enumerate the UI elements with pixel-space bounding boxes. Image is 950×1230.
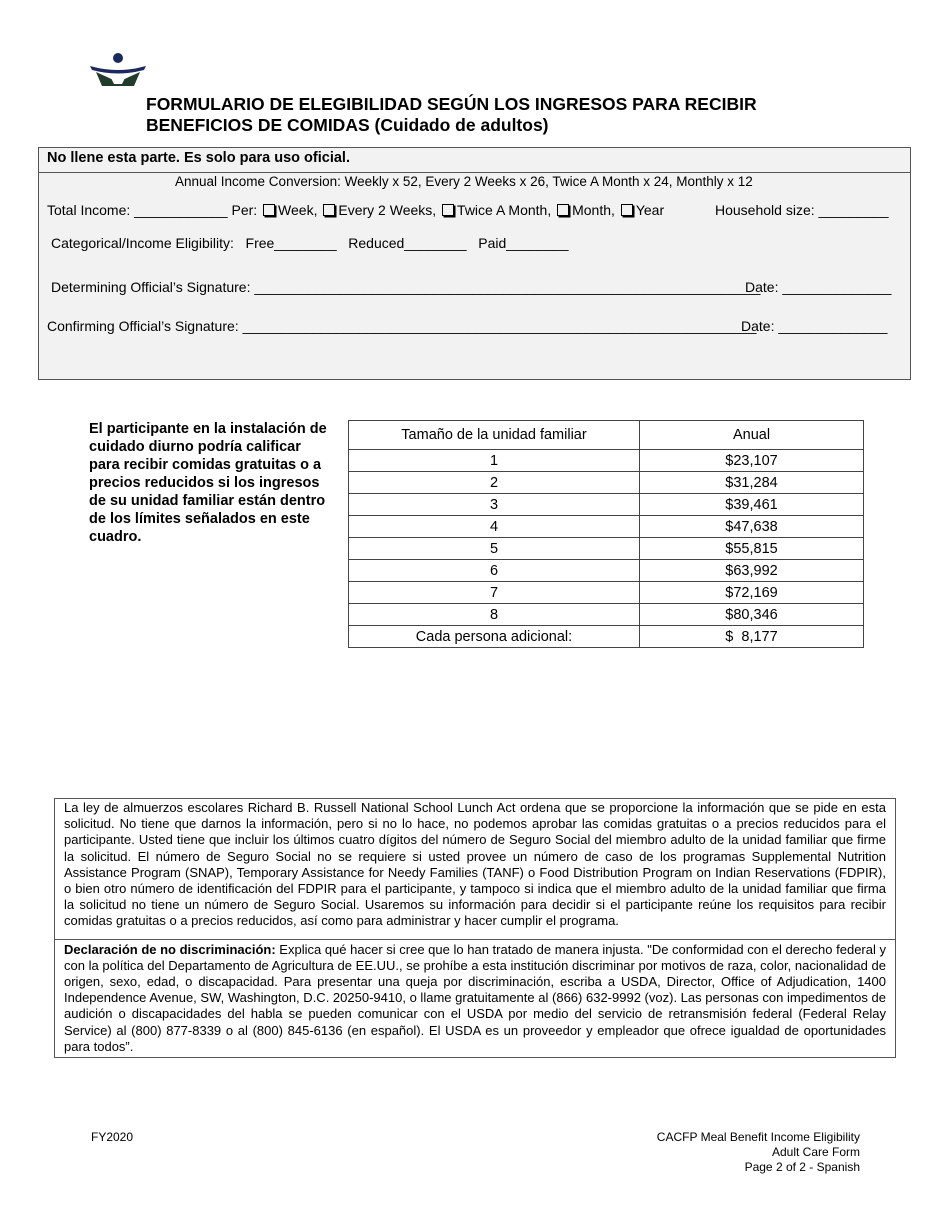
official-use-box — [38, 147, 911, 380]
footer-line-1: CACFP Meal Benefit Income Eligibility — [656, 1130, 860, 1144]
additional-person-amount-cell: $ 8,177 — [640, 626, 864, 648]
per-year-label: Year — [635, 202, 665, 218]
eligibility-line: Categorical/Income Eligibility: Free________ Reduced________ Paid________ — [51, 235, 569, 251]
table-row — [349, 604, 864, 626]
footer-form-info — [657, 1130, 860, 1175]
annual-income-cell: $47,638 — [640, 516, 864, 538]
per-twice-month-label: Twice A Month, — [457, 202, 552, 218]
confirming-date-field[interactable]: Date: ______________ — [741, 318, 888, 334]
confirming-signature-line[interactable]: Confirming Official’s Signature: __________________________________________________________________ — [47, 318, 757, 334]
household-size-cell: 5 — [349, 538, 640, 560]
annual-income-cell: $31,284 — [640, 472, 864, 494]
table-row — [349, 626, 864, 648]
table-row — [349, 582, 864, 604]
nondiscrimination-statement — [55, 940, 895, 1057]
table-row — [349, 450, 864, 472]
table-row — [349, 538, 864, 560]
annual-income-cell: $39,461 — [640, 494, 864, 516]
household-size-cell: 6 — [349, 560, 640, 582]
determining-signature-line[interactable]: Determining Official’s Signature: _________________________________________________________________ — [51, 279, 761, 295]
determining-date-field[interactable]: Date: ______________ — [745, 279, 892, 295]
official-use-header: No llene esta parte. Es solo para uso oficial. — [39, 148, 910, 173]
annual-income-cell: $80,346 — [640, 604, 864, 626]
footer-page-number: Page 2 of 2 - Spanish — [744, 1160, 860, 1174]
table-row — [349, 472, 864, 494]
income-eligibility-table — [348, 420, 864, 648]
total-income-label: Total Income: ____________ Per: — [47, 202, 258, 218]
household-size-cell: 4 — [349, 516, 640, 538]
checkbox-icon[interactable] — [263, 204, 275, 216]
household-size-cell: 8 — [349, 604, 640, 626]
per-2weeks-label: Every 2 Weeks, — [338, 202, 437, 218]
agency-logo-icon — [88, 52, 148, 92]
table-row — [349, 516, 864, 538]
table-row — [349, 494, 864, 516]
nondiscrimination-label: Declaración de no discriminación: — [64, 941, 276, 957]
table-header-row — [349, 421, 864, 450]
footer-line-2: Adult Care Form — [771, 1145, 860, 1159]
form-title: FORMULARIO DE ELEGIBILIDAD SEGÚN LOS INGRESOS PARA RECIBIR BENEFICIOS DE COMIDAS (Cuidado de adultos) — [146, 94, 757, 135]
privacy-act-statement: La ley de almuerzos escolares Richard B. Russell National School Lunch Act ordena que se proporcione la información que se pide en esta solicitud. No tiene que darnos la información, pero si no lo hace, no podemos aprobar las comidas gratuitas o a precios reducidos para el participante. Usted tiene que incluir los últimos cuatro dígitos del número de Seguro Social del miembro adulto de la unidad familiar que firme la solicitud. El número de Seguro Social no se requiere si usted provee un número de caso de los programas Supplemental Nutrition Assistance Program (SNAP), Temporary Assistance for Needy Families (TANF) o Food Distribution Program on Indian Reservations (FDPIR), o bien otro número de identificación del FDPIR para el participante, y tampoco si indica que el miembro adulto de la unidad familiar que firma la solicitud no tiene un número de Seguro Social. Usaremos su información para decidir si el participante reúne los requisitos para recibir comidas gratuitas o a precios reducidos, así como para administrar y hacer cumplir el programa. — [55, 799, 895, 940]
per-month-label: Month, — [572, 202, 615, 218]
annual-income-cell: $55,815 — [640, 538, 864, 560]
additional-person-cell: Cada persona adicional: — [349, 626, 640, 648]
annual-income-cell: $23,107 — [640, 450, 864, 472]
per-week-label: Week, — [278, 202, 318, 218]
checkbox-icon[interactable] — [442, 204, 454, 216]
footer-year: FY2020 — [91, 1130, 134, 1144]
household-size-field[interactable]: Household size: _________ — [715, 202, 889, 218]
household-size-cell: 1 — [349, 450, 640, 472]
checkbox-icon[interactable] — [557, 204, 569, 216]
eligibility-explanation: El participante en la instalación de cuidado diurno podría calificar para recibir comidas gratuitas o a precios reducidos si los ingresos de su unidad familiar están dentro de los límites señalados en este cuadro. — [89, 421, 327, 545]
total-income-line — [47, 202, 664, 218]
table-row — [349, 560, 864, 582]
column-header-annual: Anual — [640, 421, 864, 450]
checkbox-icon[interactable] — [621, 204, 633, 216]
household-size-cell: 3 — [349, 494, 640, 516]
annual-income-cell: $72,169 — [640, 582, 864, 604]
nondiscrimination-text: Explica qué hacer si cree que lo han tratado de manera injusta. "De conformidad con el derecho federal y con la política del Departamento de Agricultura de EE.UU., se prohíbe a esta institución discriminar por motivos de raza, color, nacionalidad de origen, sexo, edad, o discapacidad. Para presentar una queja por discriminación, escriba a USDA, Director, Office of Adjudication, 1400 Independence Avenue, SW, Washington, D.C. 20250-9410, o llame gratuitamente al (866) 632-9992 (voz). Las personas con impedimentos de audición o discapacidades del habla se pueden comunicar con el USDA por medio del servicio de retransmisión federal (Federal Relay Service) al (800) 877-8339 o al (800) 845-6136 (en español). El USDA es un proveedor y empleador que ofrece igualdad de oportunidades para todos”. — [64, 941, 886, 1054]
household-size-cell: 2 — [349, 472, 640, 494]
column-header-household-size: Tamaño de la unidad familiar — [349, 421, 640, 450]
legal-notice-box — [54, 798, 896, 1058]
annual-income-cell: $63,992 — [640, 560, 864, 582]
household-size-cell: 7 — [349, 582, 640, 604]
income-conversion-note: Annual Income Conversion: Weekly x 52, Every 2 Weeks x 26, Twice A Month x 24, Monthly x 12 — [175, 174, 753, 189]
checkbox-icon[interactable] — [323, 204, 335, 216]
